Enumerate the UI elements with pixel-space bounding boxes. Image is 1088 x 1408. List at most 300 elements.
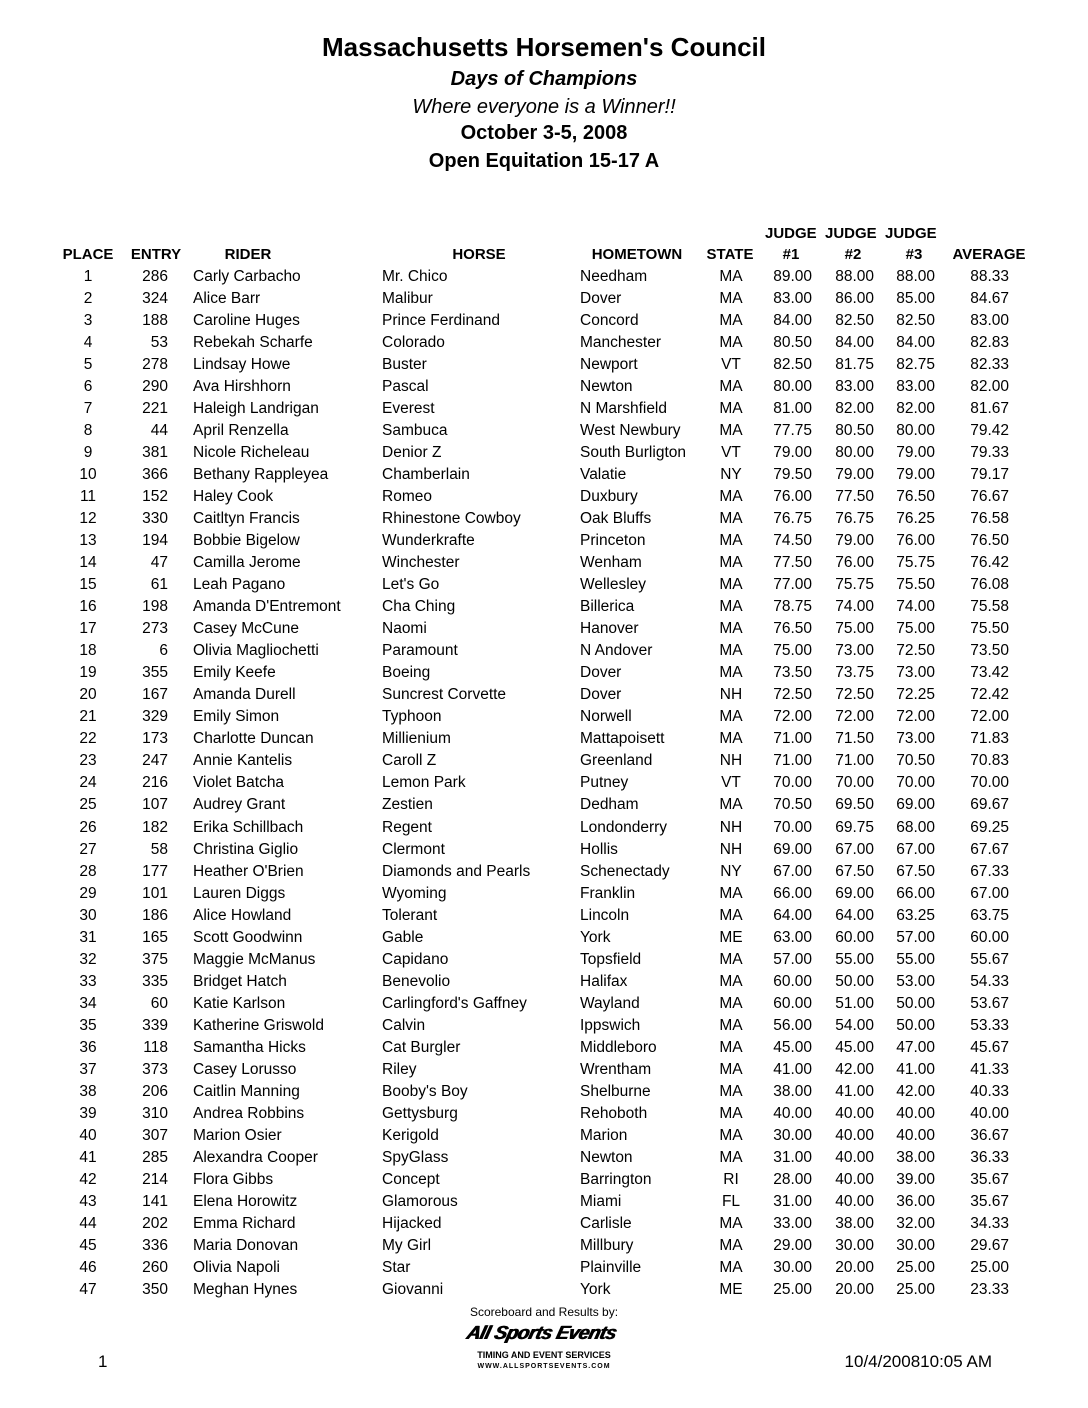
cell-place: 4: [83, 334, 93, 352]
cell-judge3: 80.00: [896, 422, 935, 440]
cell-rider: April Renzella: [193, 422, 289, 440]
cell-rider: Bobbie Bigelow: [193, 532, 300, 550]
cell-entry: 141: [142, 1192, 168, 1210]
cell-place: 1: [83, 268, 93, 285]
page-number: 1: [98, 1352, 108, 1371]
cell-judge3: 72.50: [896, 642, 935, 660]
cell-state: MA: [719, 422, 743, 440]
cell-horse: Booby's Boy: [382, 1082, 468, 1100]
cell-place: 15: [79, 576, 97, 594]
cell-entry: 206: [142, 1082, 168, 1100]
cell-hometown: Hanover: [580, 620, 639, 638]
cell-hometown: Needham: [580, 268, 648, 285]
cell-hometown: Londonderry: [580, 818, 668, 836]
cell-judge2: 82.00: [835, 400, 874, 418]
cell-state: RI: [723, 1170, 739, 1188]
cell-place: 33: [79, 972, 97, 990]
cell-judge2: 40.00: [835, 1192, 874, 1210]
table-row: [0, 1215, 1088, 1237]
cell-judge3: 63.25: [896, 906, 935, 924]
cell-judge3: 50.00: [896, 1016, 935, 1034]
cell-entry: 278: [142, 356, 168, 374]
cell-judge2: 69.50: [835, 796, 874, 814]
cell-state: MA: [719, 1236, 743, 1254]
table-row: [0, 730, 1088, 752]
cell-judge1: 77.00: [773, 576, 812, 594]
cell-hometown: N Andover: [580, 642, 653, 660]
cell-judge3: 32.00: [896, 1214, 935, 1232]
table-row: [0, 752, 1088, 774]
cell-judge2: 88.00: [835, 268, 874, 285]
cell-horse: Zestien: [382, 796, 433, 814]
cell-judge2: 83.00: [835, 378, 874, 396]
cell-judge3: 69.00: [896, 796, 935, 814]
cell-place: 45: [79, 1236, 97, 1254]
cell-rider: Alice Howland: [193, 906, 292, 924]
cell-place: 3: [83, 312, 93, 330]
cell-judge1: 76.00: [773, 488, 812, 506]
class-name: Open Equitation 15-17 A: [428, 150, 660, 172]
cell-state: MA: [719, 1258, 743, 1276]
cell-judge3: 73.00: [896, 730, 935, 748]
cell-horse: Romeo: [382, 488, 432, 506]
cell-entry: 373: [142, 1060, 168, 1078]
cell-rider: Marion Osier: [193, 1126, 282, 1144]
cell-entry: 307: [142, 1126, 168, 1144]
cell-average: 40.00: [970, 1104, 1009, 1122]
cell-hometown: Middleboro: [580, 1038, 657, 1056]
cell-horse: Buster: [382, 356, 427, 374]
cell-place: 47: [79, 1280, 97, 1298]
table-row: [0, 312, 1088, 334]
cell-rider: Alexandra Cooper: [193, 1148, 318, 1166]
cell-hometown: Miami: [580, 1192, 622, 1210]
cell-place: 24: [79, 774, 97, 792]
cell-state: MA: [719, 994, 743, 1012]
cell-horse: Pascal: [382, 378, 429, 396]
table-row: [0, 488, 1088, 510]
cell-rider: Audrey Grant: [193, 796, 286, 814]
cell-judge3: 67.00: [896, 840, 935, 858]
table-row: [0, 268, 1088, 290]
cell-place: 43: [79, 1192, 97, 1210]
cell-rider: Emily Simon: [193, 708, 280, 726]
cell-judge3: 40.00: [896, 1104, 935, 1122]
cell-average: 83.00: [970, 312, 1009, 330]
cell-judge2: 84.00: [835, 334, 874, 352]
cell-rider: Emma Richard: [193, 1214, 296, 1232]
cell-judge1: 69.00: [773, 840, 812, 858]
cell-judge2: 30.00: [835, 1236, 874, 1254]
cell-judge3: 75.00: [896, 620, 935, 638]
cell-entry: 167: [142, 686, 168, 704]
cell-state: MA: [719, 796, 743, 814]
judge-3-label: JUDGE: [885, 225, 937, 242]
cell-hometown: Halifax: [580, 972, 628, 990]
cell-state: MA: [719, 598, 743, 616]
cell-rider: Heather O'Brien: [193, 862, 304, 880]
cell-hometown: Wayland: [580, 994, 640, 1012]
cell-average: 67.67: [970, 840, 1009, 858]
cell-judge2: 40.00: [835, 1148, 874, 1166]
cell-horse: Prince Ferdinand: [382, 312, 501, 330]
cell-judge1: 33.00: [773, 1214, 812, 1232]
cell-place: 46: [79, 1258, 97, 1276]
cell-place: 13: [79, 532, 97, 550]
cell-entry: 198: [142, 598, 168, 616]
cell-horse: Kerigold: [382, 1126, 439, 1144]
cell-rider: Olivia Napoli: [193, 1258, 281, 1276]
cell-judge1: 80.00: [773, 378, 812, 396]
cell-state: MA: [719, 1016, 743, 1034]
table-row: [0, 664, 1088, 686]
cell-judge1: 25.00: [773, 1280, 812, 1298]
cell-judge2: 51.00: [835, 994, 874, 1012]
cell-state: MA: [719, 708, 743, 726]
cell-judge1: 70.50: [773, 796, 812, 814]
cell-rider: Nicole Richeleau: [193, 444, 310, 462]
cell-state: NY: [720, 466, 742, 484]
cell-judge1: 77.50: [773, 554, 812, 572]
cell-entry: 330: [142, 510, 168, 528]
cell-state: NH: [719, 840, 743, 858]
cell-judge3: 72.25: [896, 686, 935, 704]
cell-hometown: Newton: [580, 1148, 633, 1166]
cell-hometown: Rehoboth: [580, 1104, 648, 1122]
cell-judge2: 73.00: [835, 642, 874, 660]
table-row: [0, 598, 1088, 620]
cell-judge1: 29.00: [773, 1236, 812, 1254]
cell-hometown: Oak Bluffs: [580, 510, 652, 528]
cell-judge1: 82.50: [773, 356, 812, 374]
cell-hometown: Putney: [580, 774, 629, 792]
cell-horse: Rhinestone Cowboy: [382, 510, 521, 528]
cell-rider: Olivia Magliochetti: [193, 642, 319, 660]
table-row: [0, 532, 1088, 554]
event-tagline: Where everyone is a Winner!!: [412, 96, 676, 118]
cell-average: 35.67: [970, 1192, 1009, 1210]
table-row: [0, 1149, 1088, 1171]
cell-horse: Benevolio: [382, 972, 451, 990]
cell-horse: Tolerant: [382, 906, 438, 924]
cell-judge1: 40.00: [773, 1104, 812, 1122]
cell-average: 76.50: [970, 532, 1009, 550]
cell-entry: 165: [142, 928, 168, 946]
cell-horse: Mr. Chico: [382, 268, 448, 285]
cell-average: 53.67: [970, 994, 1009, 1012]
cell-average: 82.00: [970, 378, 1009, 396]
cell-average: 79.42: [970, 422, 1009, 440]
cell-average: 70.83: [970, 752, 1009, 770]
cell-place: 37: [79, 1060, 97, 1078]
cell-state: MA: [719, 1038, 743, 1056]
cell-horse: Chamberlain: [382, 466, 470, 484]
cell-entry: 285: [142, 1148, 168, 1166]
cell-state: MA: [719, 1214, 743, 1232]
table-row: [0, 774, 1088, 796]
cell-hometown: Dover: [580, 290, 622, 308]
cell-judge2: 80.50: [835, 422, 874, 440]
cell-rider: Meghan Hynes: [193, 1280, 298, 1298]
cell-judge2: 60.00: [835, 928, 874, 946]
table-row: [0, 1281, 1088, 1303]
cell-state: MA: [719, 312, 743, 330]
cell-average: 34.33: [970, 1214, 1009, 1232]
cell-average: 53.33: [970, 1016, 1009, 1034]
cell-average: 45.67: [970, 1038, 1009, 1056]
cell-horse: Hijacked: [382, 1214, 442, 1232]
cell-average: 72.00: [970, 708, 1009, 726]
cell-judge2: 55.00: [835, 950, 874, 968]
cell-judge1: 80.50: [773, 334, 812, 352]
cell-average: 84.67: [970, 290, 1009, 308]
cell-judge2: 81.75: [835, 356, 874, 374]
cell-judge3: 30.00: [896, 1236, 935, 1254]
cell-entry: 107: [142, 796, 168, 814]
cell-horse: Regent: [382, 818, 432, 836]
table-row: [0, 885, 1088, 907]
cell-rider: Maria Donovan: [193, 1236, 299, 1254]
cell-horse: Sambuca: [382, 422, 448, 440]
cell-horse: Clermont: [382, 840, 445, 858]
cell-average: 60.00: [970, 928, 1009, 946]
cell-hometown: Schenectady: [580, 862, 670, 880]
cell-rider: Flora Gibbs: [193, 1170, 274, 1188]
cell-average: 25.00: [970, 1258, 1009, 1276]
cell-place: 12: [79, 510, 97, 528]
cell-judge3: 36.00: [896, 1192, 935, 1210]
cell-judge2: 67.50: [835, 862, 874, 880]
cell-entry: 118: [143, 1038, 168, 1056]
cell-place: 10: [79, 466, 97, 484]
cell-judge1: 56.00: [773, 1016, 812, 1034]
cell-entry: 286: [142, 268, 168, 285]
table-row: [0, 995, 1088, 1017]
cell-rider: Haley Cook: [193, 488, 274, 506]
cell-judge2: 41.00: [835, 1082, 874, 1100]
cell-judge3: 50.00: [896, 994, 935, 1012]
col-head-place: PLACE: [62, 246, 114, 263]
cell-judge2: 69.75: [835, 818, 874, 836]
cell-entry: 336: [142, 1236, 168, 1254]
cell-place: 40: [79, 1126, 97, 1144]
cell-judge3: 70.00: [896, 774, 935, 792]
cell-judge2: 70.00: [835, 774, 874, 792]
table-row: [0, 554, 1088, 576]
cell-horse: Winchester: [382, 554, 460, 572]
cell-rider: Maggie McManus: [193, 950, 316, 968]
sponsor-logo: All Sports Events: [464, 1323, 619, 1344]
cell-judge1: 71.00: [773, 752, 812, 770]
cell-horse: Let's Go: [382, 576, 440, 594]
cell-judge1: 28.00: [773, 1170, 812, 1188]
table-row: [0, 290, 1088, 312]
col-head-judge1: #1: [782, 246, 800, 263]
cell-place: 35: [79, 1016, 97, 1034]
cell-judge3: 79.00: [896, 466, 935, 484]
cell-state: MA: [719, 290, 743, 308]
cell-judge1: 78.75: [773, 598, 812, 616]
cell-horse: Wunderkrafte: [382, 532, 475, 550]
cell-state: MA: [719, 972, 743, 990]
cell-entry: 247: [142, 752, 168, 770]
cell-place: 22: [79, 730, 97, 748]
cell-average: 82.33: [970, 356, 1009, 374]
cell-average: 75.50: [970, 620, 1009, 638]
cell-entry: 182: [142, 818, 168, 836]
cell-judge3: 57.00: [896, 928, 935, 946]
cell-average: 41.33: [970, 1060, 1009, 1078]
cell-horse: Colorado: [382, 334, 445, 352]
cell-judge3: 82.75: [896, 356, 935, 374]
col-head-horse: HORSE: [452, 246, 506, 263]
cell-rider: Katie Karlson: [193, 994, 286, 1012]
cell-place: 17: [79, 620, 97, 638]
cell-rider: Katherine Griswold: [193, 1016, 324, 1034]
table-row: [0, 686, 1088, 708]
cell-place: 21: [79, 708, 97, 726]
table-row: [0, 819, 1088, 841]
cell-state: VT: [721, 774, 741, 792]
cell-state: MA: [719, 620, 743, 638]
cell-entry: 58: [150, 840, 168, 858]
cell-entry: 6: [159, 642, 168, 660]
cell-horse: Carlingford's Gaffney: [382, 994, 527, 1012]
cell-judge2: 76.00: [835, 554, 874, 572]
cell-rider: Scott Goodwinn: [193, 928, 303, 946]
cell-place: 9: [83, 444, 93, 462]
cell-state: ME: [719, 928, 743, 946]
cell-state: MA: [719, 1104, 743, 1122]
cell-judge1: 31.00: [773, 1148, 812, 1166]
cell-judge3: 67.50: [896, 862, 935, 880]
cell-entry: 61: [150, 576, 168, 594]
table-row: [0, 356, 1088, 378]
cell-state: MA: [719, 400, 743, 418]
cell-rider: Lindsay Howe: [193, 356, 291, 374]
cell-judge3: 53.00: [896, 972, 935, 990]
cell-entry: 366: [142, 466, 168, 484]
cell-judge1: 83.00: [773, 290, 812, 308]
cell-rider: Elena Horowitz: [193, 1192, 298, 1210]
cell-judge1: 70.00: [773, 818, 812, 836]
cell-judge2: 80.00: [835, 444, 874, 462]
table-row: [0, 510, 1088, 532]
cell-judge1: 79.00: [773, 444, 812, 462]
cell-rider: Amanda D'Entremont: [193, 598, 341, 616]
cell-hometown: Ippswich: [580, 1016, 641, 1034]
cell-rider: Andrea Robbins: [193, 1104, 305, 1122]
cell-judge1: 63.00: [773, 928, 812, 946]
cell-state: MA: [719, 730, 743, 748]
cell-entry: 194: [142, 532, 168, 550]
cell-judge3: 68.00: [896, 818, 935, 836]
cell-judge2: 20.00: [835, 1280, 874, 1298]
cell-judge1: 38.00: [773, 1082, 812, 1100]
cell-judge3: 88.00: [896, 268, 935, 285]
cell-hometown: Valatie: [580, 466, 627, 484]
cell-hometown: Lincoln: [580, 906, 630, 924]
cell-hometown: Mattapoisett: [580, 730, 665, 748]
cell-hometown: Princeton: [580, 532, 646, 550]
cell-rider: Bethany Rappleyea: [193, 466, 329, 484]
cell-judge2: 40.00: [835, 1104, 874, 1122]
cell-hometown: Concord: [580, 312, 639, 330]
table-row: [0, 1017, 1088, 1039]
cell-place: 29: [79, 884, 97, 902]
cell-judge3: 74.00: [896, 598, 935, 616]
cell-rider: Casey Lorusso: [193, 1060, 297, 1078]
cell-state: MA: [719, 884, 743, 902]
cell-entry: 60: [150, 994, 168, 1012]
sponsor-tagline: TIMING AND EVENT SERVICES: [477, 1350, 611, 1360]
cell-place: 5: [83, 356, 93, 374]
cell-entry: 44: [150, 422, 168, 440]
cell-average: 82.83: [970, 334, 1009, 352]
cell-state: MA: [719, 664, 743, 682]
table-row: [0, 576, 1088, 598]
cell-judge3: 73.00: [896, 664, 935, 682]
cell-rider: Erika Schillbach: [193, 818, 304, 836]
cell-horse: Gettysburg: [382, 1104, 458, 1122]
cell-state: VT: [721, 444, 741, 462]
cell-place: 7: [83, 400, 93, 418]
table-row: [0, 951, 1088, 973]
cell-place: 34: [79, 994, 97, 1012]
cell-place: 38: [79, 1082, 97, 1100]
cell-judge2: 79.00: [835, 466, 874, 484]
cell-entry: 173: [142, 730, 168, 748]
cell-average: 70.00: [970, 774, 1009, 792]
col-head-state: STATE: [706, 246, 754, 263]
cell-rider: Casey McCune: [193, 620, 299, 638]
sponsor-url: WWW.ALLSPORTSEVENTS.COM: [477, 1363, 611, 1370]
cell-place: 26: [79, 818, 97, 836]
cell-state: MA: [719, 532, 743, 550]
cell-judge3: 79.00: [896, 444, 935, 462]
judge-1-label: JUDGE: [765, 225, 817, 242]
cell-state: MA: [719, 334, 743, 352]
footer-credit: Scoreboard and Results by:: [469, 1305, 619, 1319]
cell-judge1: 64.00: [773, 906, 812, 924]
cell-rider: Caitlin Manning: [193, 1082, 300, 1100]
cell-entry: 152: [142, 488, 168, 506]
cell-average: 55.67: [970, 950, 1009, 968]
cell-judge1: 77.75: [773, 422, 812, 440]
cell-average: 67.00: [970, 884, 1009, 902]
cell-judge1: 73.50: [773, 664, 812, 682]
cell-rider: Haleigh Landrigan: [193, 400, 319, 418]
cell-horse: Capidano: [382, 950, 449, 968]
cell-entry: 101: [142, 884, 168, 902]
document-title: Massachusetts Horsemen's Council: [322, 32, 766, 62]
cell-rider: Violet Batcha: [193, 774, 285, 792]
cell-horse: Concept: [382, 1170, 440, 1188]
cell-judge1: 76.75: [773, 510, 812, 528]
cell-place: 41: [79, 1148, 97, 1166]
cell-average: 76.58: [970, 510, 1009, 528]
cell-judge1: 70.00: [773, 774, 812, 792]
cell-hometown: Billerica: [580, 598, 635, 616]
table-row: [0, 642, 1088, 664]
cell-judge1: 72.00: [773, 708, 812, 726]
table-row: [0, 841, 1088, 863]
cell-entry: 329: [142, 708, 168, 726]
table-row: [0, 378, 1088, 400]
cell-hometown: Wellesley: [580, 576, 647, 594]
cell-place: 42: [79, 1170, 97, 1188]
table-row: [0, 1039, 1088, 1061]
